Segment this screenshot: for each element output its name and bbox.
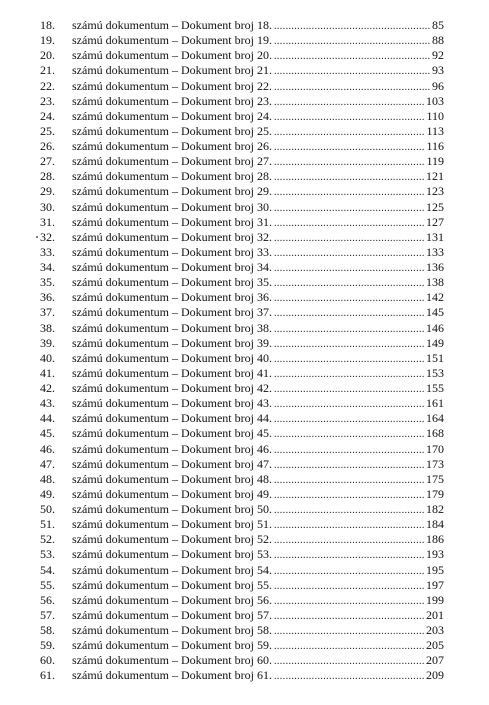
entry-page-number: 136: [426, 260, 444, 275]
entry-page-number: 207: [426, 653, 444, 668]
entry-page-number: 116: [426, 139, 444, 154]
dot-leader: [274, 290, 425, 305]
entry-title: számú dokumentum – Dokument broj 30.: [72, 199, 272, 214]
entry-number: 57.: [40, 607, 55, 622]
entry-page-number: 151: [426, 350, 444, 365]
entry-number: 29.: [40, 184, 55, 199]
entry-title: számú dokumentum – Dokument broj 55.: [72, 577, 272, 592]
entry-page-number: 142: [426, 290, 444, 305]
entry-page-number: 103: [426, 93, 444, 108]
dot-leader: [274, 245, 425, 260]
toc-entry: [40, 230, 444, 245]
dot-leader: [274, 563, 425, 578]
entry-title: számú dokumentum – Dokument broj 31.: [72, 214, 272, 229]
dot-leader: [274, 139, 425, 154]
dot-leader: [274, 411, 425, 426]
entry-title: számú dokumentum – Dokument broj 32.: [72, 229, 272, 244]
dot-leader: [274, 457, 425, 472]
entry-number: 50.: [40, 502, 55, 517]
entry-number: 22.: [40, 78, 55, 93]
entry-number: 55.: [40, 577, 55, 592]
entry-page-number: 146: [426, 320, 444, 335]
entry-number: 30.: [40, 199, 55, 214]
entry-page-number: 173: [426, 456, 444, 471]
toc-entry: [40, 668, 444, 683]
entry-page-number: 110: [426, 108, 444, 123]
entry-title: számú dokumentum – Dokument broj 56.: [72, 592, 272, 607]
entry-number: 58.: [40, 623, 55, 638]
entry-page-number: 195: [426, 562, 444, 577]
entry-number: 32.: [40, 229, 55, 244]
toc-entry: [40, 63, 444, 78]
entry-page-number: 155: [426, 381, 444, 396]
toc-entry: [40, 426, 444, 441]
entry-title: számú dokumentum – Dokument broj 20.: [72, 48, 272, 63]
toc-entry: [40, 351, 444, 366]
dot-leader: [274, 184, 425, 199]
dot-leader: [274, 532, 425, 547]
entry-title: számú dokumentum – Dokument broj 21.: [72, 63, 272, 78]
entry-title: számú dokumentum – Dokument broj 59.: [72, 638, 272, 653]
dot-leader: [274, 366, 425, 381]
dot-leader: [274, 48, 431, 63]
scan-speck: [36, 236, 38, 238]
entry-number: 49.: [40, 486, 55, 501]
dot-leader: [274, 593, 425, 608]
dot-leader: [274, 442, 425, 457]
dot-leader: [274, 502, 425, 517]
entry-title: számú dokumentum – Dokument broj 51.: [72, 517, 272, 532]
entry-page-number: 93: [432, 63, 444, 78]
entry-number: 44.: [40, 411, 55, 426]
entry-page-number: 127: [426, 214, 444, 229]
dot-leader: [274, 547, 425, 562]
entry-page-number: 96: [432, 78, 444, 93]
entry-page-number: 175: [426, 471, 444, 486]
entry-title: számú dokumentum – Dokument broj 48.: [72, 471, 272, 486]
toc-entry: [40, 139, 444, 154]
toc-entry: [40, 305, 444, 320]
toc-entry: [40, 275, 444, 290]
entry-title: számú dokumentum – Dokument broj 28.: [72, 169, 272, 184]
entry-page-number: 113: [426, 123, 444, 138]
toc-entry: [40, 638, 444, 653]
entry-number: 51.: [40, 517, 55, 532]
entry-number: 37.: [40, 305, 55, 320]
entry-number: 24.: [40, 108, 55, 123]
dot-leader: [274, 351, 425, 366]
entry-title: számú dokumentum – Dokument broj 18.: [72, 18, 272, 33]
entry-page-number: 149: [426, 335, 444, 350]
dot-leader: [274, 109, 425, 124]
entry-title: számú dokumentum – Dokument broj 22.: [72, 78, 272, 93]
dot-leader: [274, 154, 425, 169]
toc-entry: [40, 593, 444, 608]
entry-number: 34.: [40, 260, 55, 275]
entry-title: számú dokumentum – Dokument broj 52.: [72, 532, 272, 547]
entry-title: számú dokumentum – Dokument broj 53.: [72, 547, 272, 562]
dot-leader: [274, 215, 425, 230]
dot-leader: [274, 336, 425, 351]
entry-title: számú dokumentum – Dokument broj 41.: [72, 365, 272, 380]
entry-number: 56.: [40, 592, 55, 607]
toc-entry: [40, 563, 444, 578]
entry-page-number: 205: [426, 638, 444, 653]
toc-entry: [40, 200, 444, 215]
entry-number: 61.: [40, 668, 55, 683]
dot-leader: [274, 18, 431, 33]
entry-title: számú dokumentum – Dokument broj 24.: [72, 108, 272, 123]
toc-entry: [40, 245, 444, 260]
toc-entry: [40, 154, 444, 169]
entry-page-number: 199: [426, 592, 444, 607]
entry-number: 48.: [40, 471, 55, 486]
dot-leader: [274, 305, 425, 320]
entry-title: számú dokumentum – Dokument broj 29.: [72, 184, 272, 199]
entry-page-number: 88: [432, 33, 444, 48]
toc-entry: [40, 578, 444, 593]
entry-number: 25.: [40, 123, 55, 138]
entry-title: számú dokumentum – Dokument broj 19.: [72, 33, 272, 48]
toc-entry: [40, 169, 444, 184]
entry-title: számú dokumentum – Dokument broj 27.: [72, 154, 272, 169]
entry-title: számú dokumentum – Dokument broj 45.: [72, 426, 272, 441]
entry-number: 20.: [40, 48, 55, 63]
entry-number: 47.: [40, 456, 55, 471]
entry-number: 27.: [40, 154, 55, 169]
entry-page-number: 119: [426, 154, 444, 169]
toc-entry: [40, 381, 444, 396]
entry-number: 46.: [40, 441, 55, 456]
entry-title: számú dokumentum – Dokument broj 42.: [72, 381, 272, 396]
dot-leader: [274, 275, 425, 290]
entry-title: számú dokumentum – Dokument broj 60.: [72, 653, 272, 668]
entry-page-number: 209: [426, 668, 444, 683]
entry-page-number: 121: [426, 169, 444, 184]
entry-page-number: 145: [426, 305, 444, 320]
toc-entry: [40, 336, 444, 351]
dot-leader: [274, 668, 425, 683]
dot-leader: [274, 124, 425, 139]
entry-title: számú dokumentum – Dokument broj 46.: [72, 441, 272, 456]
entry-title: számú dokumentum – Dokument broj 47.: [72, 456, 272, 471]
dot-leader: [274, 426, 425, 441]
entry-number: 42.: [40, 381, 55, 396]
entry-page-number: 193: [426, 547, 444, 562]
dot-leader: [274, 487, 425, 502]
entry-title: számú dokumentum – Dokument broj 26.: [72, 139, 272, 154]
toc-entry: [40, 124, 444, 139]
entry-title: számú dokumentum – Dokument broj 57.: [72, 607, 272, 622]
entry-title: számú dokumentum – Dokument broj 35.: [72, 275, 272, 290]
dot-leader: [274, 517, 425, 532]
dot-leader: [274, 260, 425, 275]
entry-page-number: 186: [426, 532, 444, 547]
dot-leader: [274, 230, 425, 245]
entry-title: számú dokumentum – Dokument broj 33.: [72, 244, 272, 259]
entry-page-number: 170: [426, 441, 444, 456]
toc-entry: [40, 396, 444, 411]
toc-entry: [40, 547, 444, 562]
entry-number: 53.: [40, 547, 55, 562]
entry-number: 19.: [40, 33, 55, 48]
dot-leader: [274, 200, 425, 215]
entry-number: 21.: [40, 63, 55, 78]
entry-number: 52.: [40, 532, 55, 547]
toc-entry: [40, 517, 444, 532]
toc-entry: [40, 109, 444, 124]
dot-leader: [274, 79, 431, 94]
toc-entry: [40, 18, 444, 33]
entry-title: számú dokumentum – Dokument broj 23.: [72, 93, 272, 108]
toc-entry: [40, 411, 444, 426]
toc-entry: [40, 184, 444, 199]
entry-number: 40.: [40, 350, 55, 365]
entry-title: számú dokumentum – Dokument broj 43.: [72, 396, 272, 411]
toc-entry: [40, 532, 444, 547]
table-of-contents: [40, 18, 444, 684]
entry-title: számú dokumentum – Dokument broj 37.: [72, 305, 272, 320]
toc-entry: [40, 290, 444, 305]
entry-number: 33.: [40, 244, 55, 259]
entry-title: számú dokumentum – Dokument broj 25.: [72, 123, 272, 138]
entry-page-number: 179: [426, 486, 444, 501]
dot-leader: [274, 94, 425, 109]
dot-leader: [274, 396, 425, 411]
dot-leader: [274, 578, 425, 593]
entry-page-number: 182: [426, 502, 444, 517]
entry-number: 60.: [40, 653, 55, 668]
entry-page-number: 125: [426, 199, 444, 214]
entry-title: számú dokumentum – Dokument broj 40.: [72, 350, 272, 365]
entry-title: számú dokumentum – Dokument broj 44.: [72, 411, 272, 426]
toc-entry: [40, 457, 444, 472]
entry-title: számú dokumentum – Dokument broj 58.: [72, 623, 272, 638]
entry-title: számú dokumentum – Dokument broj 36.: [72, 290, 272, 305]
entry-title: számú dokumentum – Dokument broj 61.: [72, 668, 272, 683]
toc-entry: [40, 260, 444, 275]
dot-leader: [274, 472, 425, 487]
entry-page-number: 161: [426, 396, 444, 411]
dot-leader: [274, 33, 431, 48]
entry-page-number: 123: [426, 184, 444, 199]
toc-entry: [40, 48, 444, 63]
entry-page-number: 138: [426, 275, 444, 290]
dot-leader: [274, 63, 431, 78]
toc-entry: [40, 653, 444, 668]
entry-title: számú dokumentum – Dokument broj 54.: [72, 562, 272, 577]
entry-title: számú dokumentum – Dokument broj 38.: [72, 320, 272, 335]
entry-page-number: 197: [426, 577, 444, 592]
entry-page-number: 133: [426, 244, 444, 259]
dot-leader: [274, 653, 425, 668]
entry-number: 36.: [40, 290, 55, 305]
entry-page-number: 184: [426, 517, 444, 532]
dot-leader: [274, 608, 425, 623]
dot-leader: [274, 638, 425, 653]
entry-number: 23.: [40, 93, 55, 108]
entry-page-number: 168: [426, 426, 444, 441]
toc-entry: [40, 502, 444, 517]
entry-number: 35.: [40, 275, 55, 290]
toc-entry: [40, 472, 444, 487]
entry-page-number: 92: [432, 48, 444, 63]
entry-title: számú dokumentum – Dokument broj 49.: [72, 486, 272, 501]
entry-page-number: 203: [426, 623, 444, 638]
entry-page-number: 153: [426, 365, 444, 380]
entry-number: 28.: [40, 169, 55, 184]
dot-leader: [274, 623, 425, 638]
entry-number: 45.: [40, 426, 55, 441]
toc-entry: [40, 366, 444, 381]
toc-entry: [40, 608, 444, 623]
entry-number: 39.: [40, 335, 55, 350]
entry-number: 43.: [40, 396, 55, 411]
entry-number: 26.: [40, 139, 55, 154]
toc-entry: [40, 442, 444, 457]
entry-page-number: 164: [426, 411, 444, 426]
entry-number: 41.: [40, 365, 55, 380]
entry-page-number: 131: [426, 229, 444, 244]
entry-number: 31.: [40, 214, 55, 229]
entry-title: számú dokumentum – Dokument broj 34.: [72, 260, 272, 275]
toc-entry: [40, 33, 444, 48]
entry-title: számú dokumentum – Dokument broj 39.: [72, 335, 272, 350]
toc-entry: [40, 215, 444, 230]
dot-leader: [274, 321, 425, 336]
entry-title: számú dokumentum – Dokument broj 50.: [72, 502, 272, 517]
toc-entry: [40, 623, 444, 638]
toc-entry: [40, 321, 444, 336]
dot-leader: [274, 169, 425, 184]
toc-entry: [40, 79, 444, 94]
toc-entry: [40, 487, 444, 502]
entry-page-number: 85: [432, 18, 444, 33]
dot-leader: [274, 381, 425, 396]
entry-number: 38.: [40, 320, 55, 335]
entry-page-number: 201: [426, 607, 444, 622]
entry-number: 59.: [40, 638, 55, 653]
toc-entry: [40, 94, 444, 109]
entry-number: 54.: [40, 562, 55, 577]
entry-number: 18.: [40, 18, 55, 33]
